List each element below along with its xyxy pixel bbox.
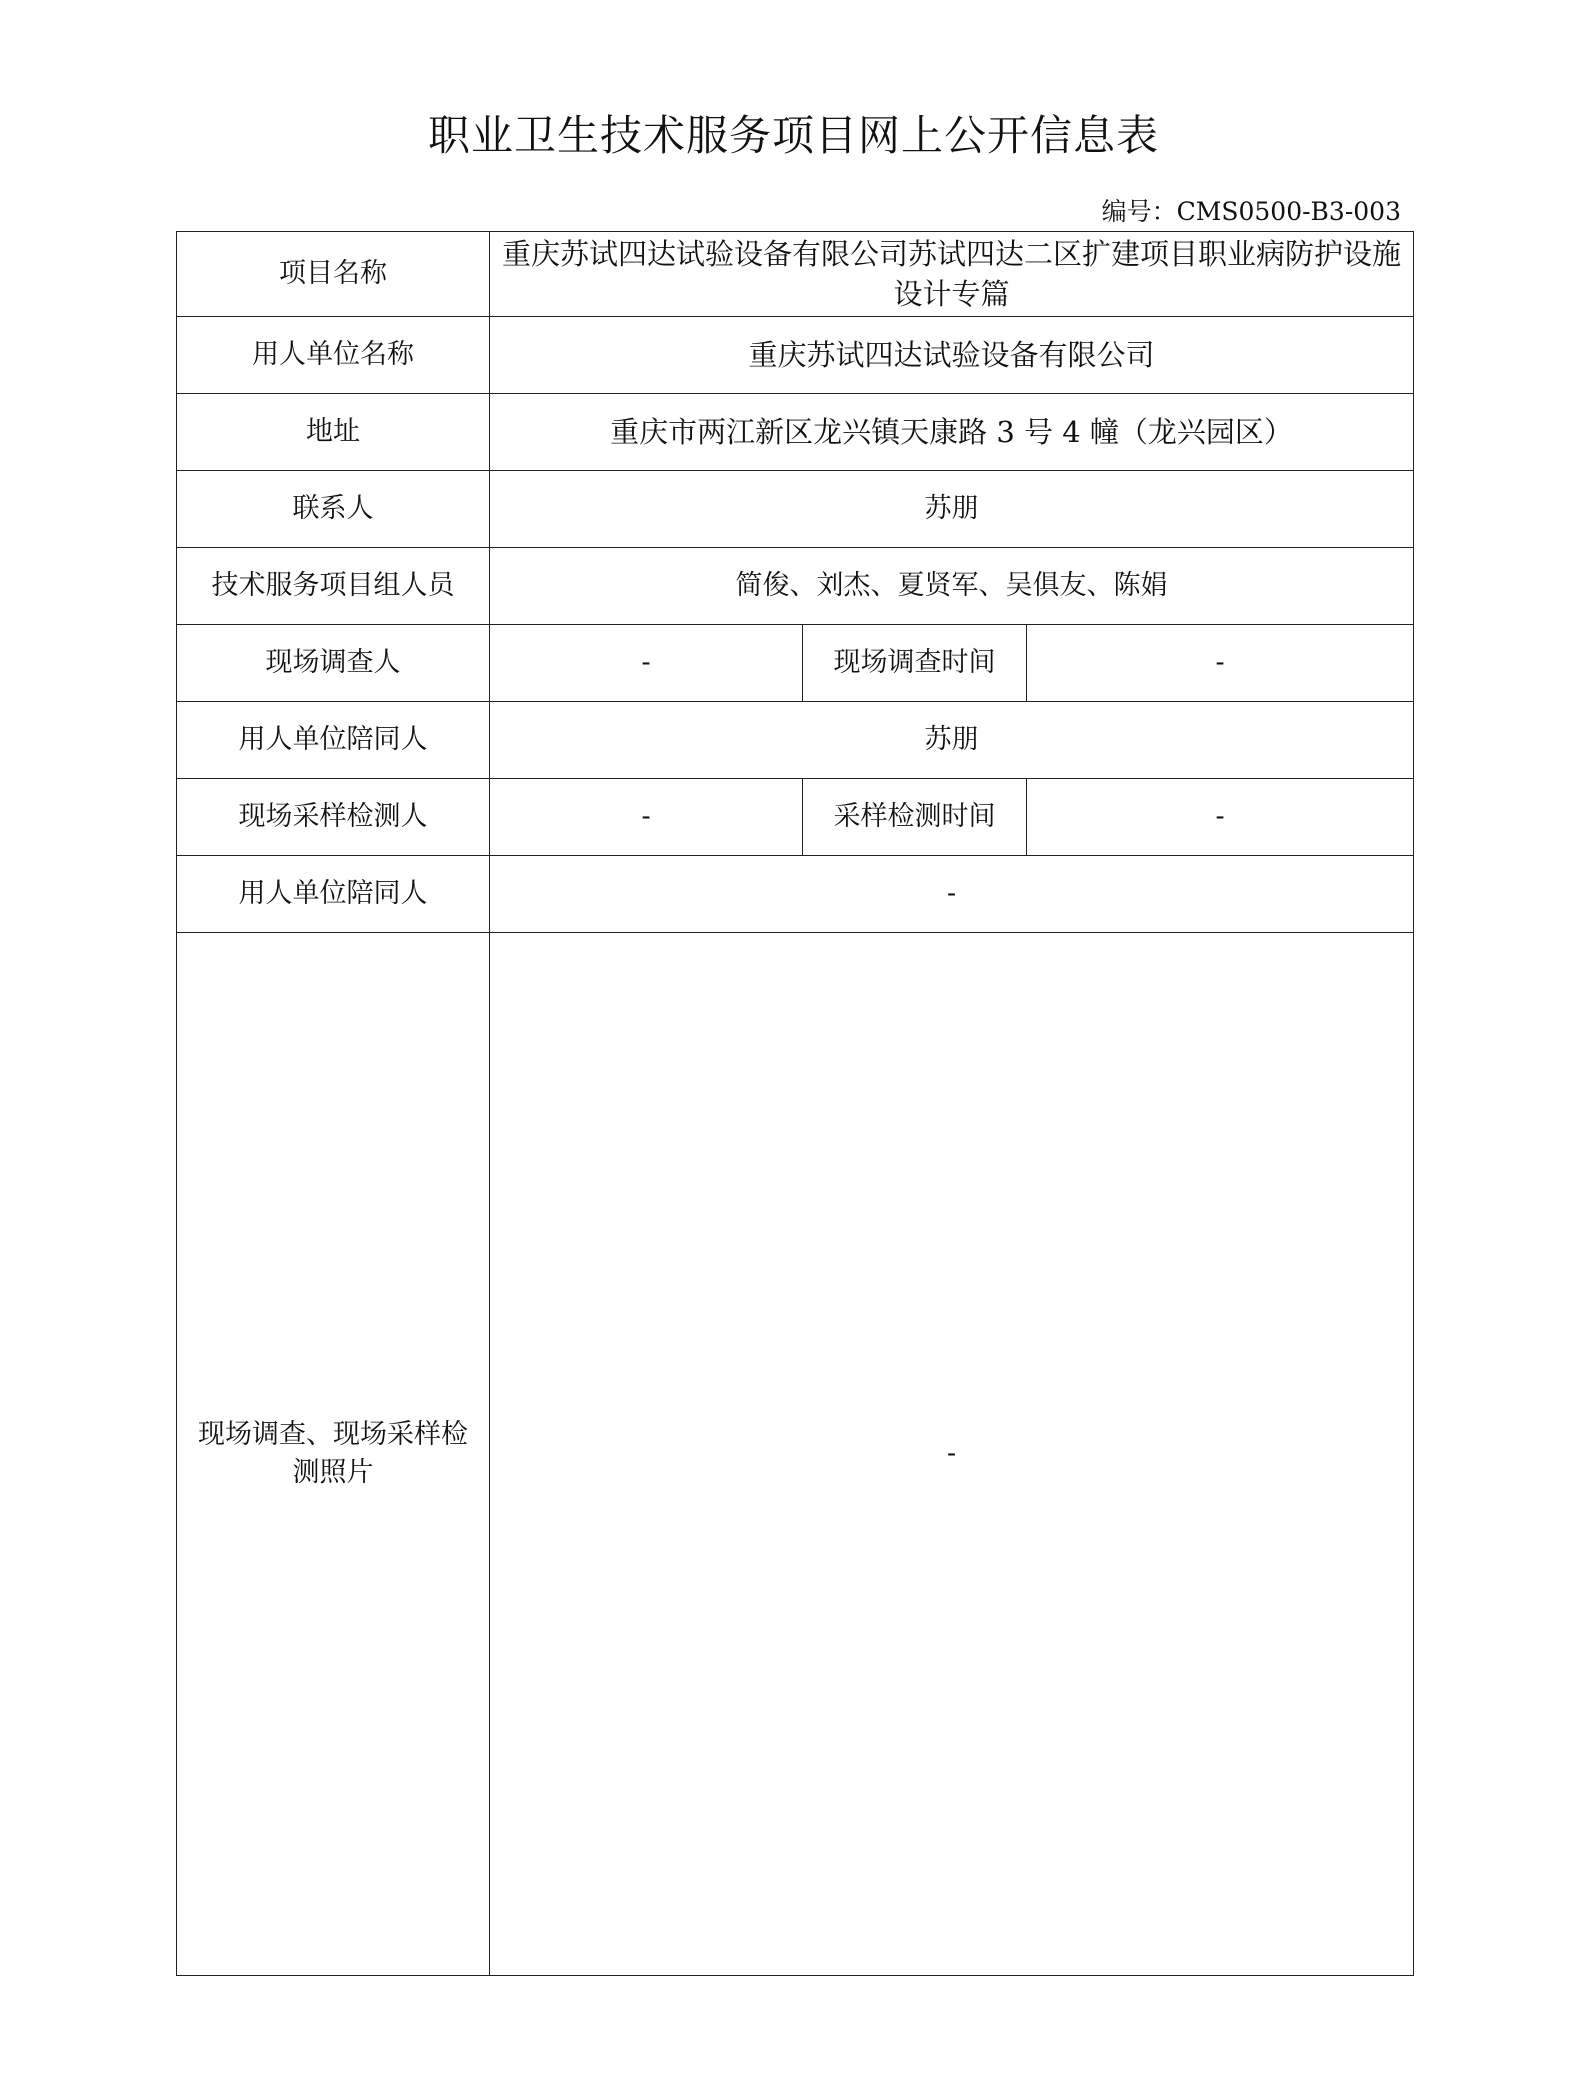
row-employer-name: [177, 317, 1414, 394]
sampling-tester-value: -: [490, 779, 803, 856]
contact-value: 苏朋: [490, 471, 1414, 548]
row-contact: [177, 471, 1414, 548]
site-investigation-time-value: -: [1027, 625, 1414, 702]
site-investigator-value: -: [490, 625, 803, 702]
row-team-members: [177, 548, 1414, 625]
employer-name-value: 重庆苏试四达试验设备有限公司: [490, 317, 1414, 394]
row-project-name: [177, 232, 1414, 317]
team-members-label: 技术服务项目组人员: [177, 548, 490, 625]
employer-escort-2-label: 用人单位陪同人: [177, 856, 490, 933]
project-name-value: 重庆苏试四达试验设备有限公司苏试四达二区扩建项目职业病防护设施设计专篇: [490, 232, 1414, 317]
photos-value: -: [490, 933, 1414, 1976]
row-site-investigator: [177, 625, 1414, 702]
info-table: [176, 231, 1414, 1976]
document-title: 职业卫生技术服务项目网上公开信息表: [427, 111, 1159, 160]
row-sampling-tester: [177, 779, 1414, 856]
employer-name-label: 用人单位名称: [177, 317, 490, 394]
document-number: 编号：CMS0500-B3-003: [1101, 197, 1401, 226]
row-photos: [177, 933, 1414, 1976]
address-value: 重庆市两江新区龙兴镇天康路 3 号 4 幢（龙兴园区）: [490, 394, 1414, 471]
row-employer-escort-2: [177, 856, 1414, 933]
photos-label: 现场调查、现场采样检测照片: [177, 933, 490, 1976]
employer-escort-2-value: -: [490, 856, 1414, 933]
employer-escort-1-label: 用人单位陪同人: [177, 702, 490, 779]
sampling-time-value: -: [1027, 779, 1414, 856]
row-employer-escort-1: [177, 702, 1414, 779]
site-investigator-label: 现场调查人: [177, 625, 490, 702]
project-name-label: 项目名称: [177, 232, 490, 317]
sampling-time-label: 采样检测时间: [803, 779, 1027, 856]
row-address: [177, 394, 1414, 471]
address-label: 地址: [177, 394, 490, 471]
site-investigation-time-label: 现场调查时间: [803, 625, 1027, 702]
sampling-tester-label: 现场采样检测人: [177, 779, 490, 856]
contact-label: 联系人: [177, 471, 490, 548]
employer-escort-1-value: 苏朋: [490, 702, 1414, 779]
team-members-value: 简俊、刘杰、夏贤军、吴俱友、陈娟: [490, 548, 1414, 625]
